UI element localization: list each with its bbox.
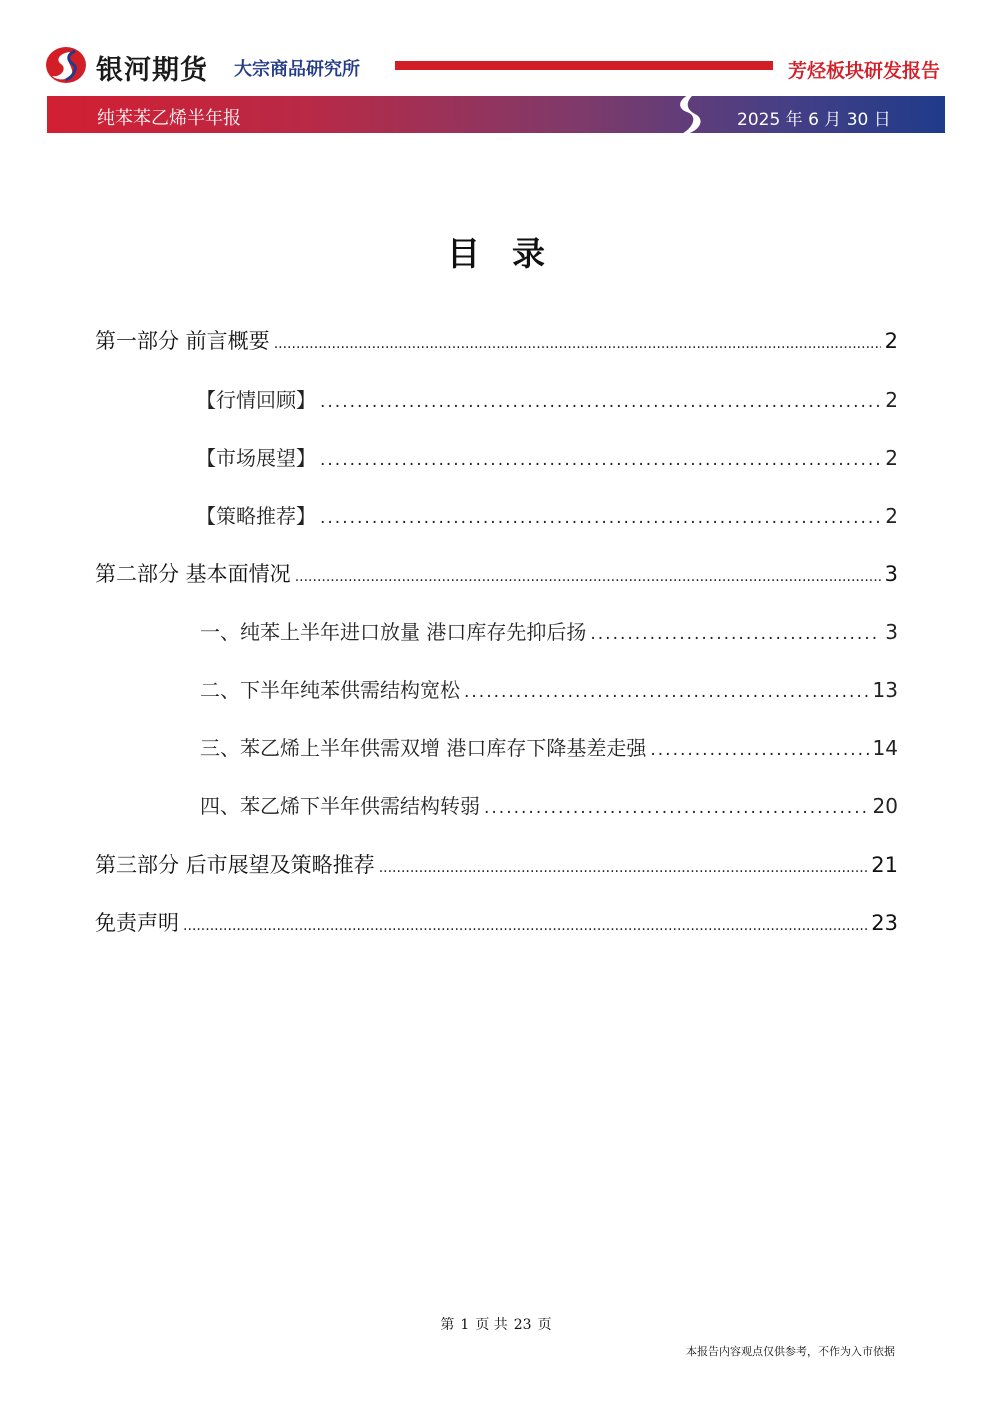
toc-entry-label: 【行情回顾】	[196, 388, 316, 412]
toc-entry[interactable]	[196, 442, 898, 472]
toc-entry-label: 四、苯乙烯下半年供需结构转弱	[200, 794, 480, 818]
toc-dot-leader	[484, 798, 869, 818]
toc-entry-page: 13	[872, 678, 898, 702]
page-current: 1	[460, 1317, 470, 1333]
footer-disclaimer: 本报告内容观点仅供参考，不作为入市依据	[686, 1345, 895, 1358]
toc-entry[interactable]	[95, 907, 898, 937]
toc-entry-page: 20	[872, 794, 898, 818]
toc-entry-label: 三、苯乙烯上半年供需双增 港口库存下降基差走强	[200, 736, 647, 760]
page-mid: 页 共	[475, 1317, 508, 1333]
title-band	[47, 96, 945, 133]
toc-entry-label: 【策略推荐】	[196, 504, 316, 528]
toc-dot-leader	[183, 918, 867, 934]
page-prefix: 第	[440, 1317, 455, 1333]
swoosh-logo-icon	[669, 90, 709, 138]
toc-entry-label: 第二部分 基本面情况	[95, 562, 291, 586]
report-type: 芳烃板块研发报告	[788, 60, 941, 82]
toc-entry[interactable]	[95, 849, 898, 879]
brand-name: 银河期货	[96, 55, 208, 86]
page-number	[0, 1314, 992, 1334]
toc-entry-label: 第一部分 前言概要	[95, 329, 270, 353]
page-suffix: 页	[537, 1317, 552, 1333]
toc-entry[interactable]	[200, 732, 898, 762]
toc-entry-page: 14	[872, 736, 898, 760]
toc-entry[interactable]	[200, 616, 898, 646]
toc-entry-label: 二、下半年纯苯供需结构宽松	[200, 678, 460, 702]
toc-entry-page: 2	[885, 388, 898, 412]
report-header	[0, 0, 992, 95]
page-total: 23	[513, 1317, 532, 1333]
institute-name: 大宗商品研究所	[234, 59, 360, 80]
toc-dot-leader	[650, 740, 868, 760]
toc-entry[interactable]	[95, 325, 898, 355]
toc-dot-leader	[295, 569, 881, 585]
galaxy-logo-icon	[44, 45, 88, 85]
report-date: 2025 年 6 月 30 日	[737, 110, 891, 130]
toc-entry-page: 23	[871, 911, 898, 935]
toc-entry[interactable]	[196, 500, 898, 530]
toc-entry-label: 免责声明	[95, 911, 179, 935]
toc-dot-leader	[590, 624, 881, 644]
toc-entry-label: 一、纯苯上半年进口放量 港口库存先抑后扬	[200, 620, 587, 644]
toc-entry-page: 21	[871, 853, 898, 877]
toc-dot-leader	[379, 860, 868, 876]
toc-entry[interactable]	[95, 558, 898, 588]
toc-entry-label: 第三部分 后市展望及策略推荐	[95, 853, 375, 877]
toc-entry-page: 3	[884, 562, 898, 586]
toc-entry-page: 3	[885, 620, 898, 644]
report-title: 纯苯苯乙烯半年报	[97, 108, 241, 129]
toc-entry[interactable]	[196, 384, 898, 414]
header-divider-bar	[395, 61, 773, 70]
toc-dot-leader	[320, 508, 881, 528]
toc-dot-leader	[464, 682, 869, 702]
toc-entry-label: 【市场展望】	[196, 446, 316, 470]
toc-entry-page: 2	[885, 446, 898, 470]
toc-dot-leader	[274, 336, 881, 352]
toc-dot-leader	[320, 450, 881, 470]
toc-entry[interactable]	[200, 790, 898, 820]
toc-entry-page: 2	[884, 329, 898, 353]
toc-dot-leader	[320, 392, 881, 412]
toc-entry-page: 2	[885, 504, 898, 528]
toc-entry[interactable]	[200, 674, 898, 704]
toc-title: 目录	[447, 234, 577, 273]
